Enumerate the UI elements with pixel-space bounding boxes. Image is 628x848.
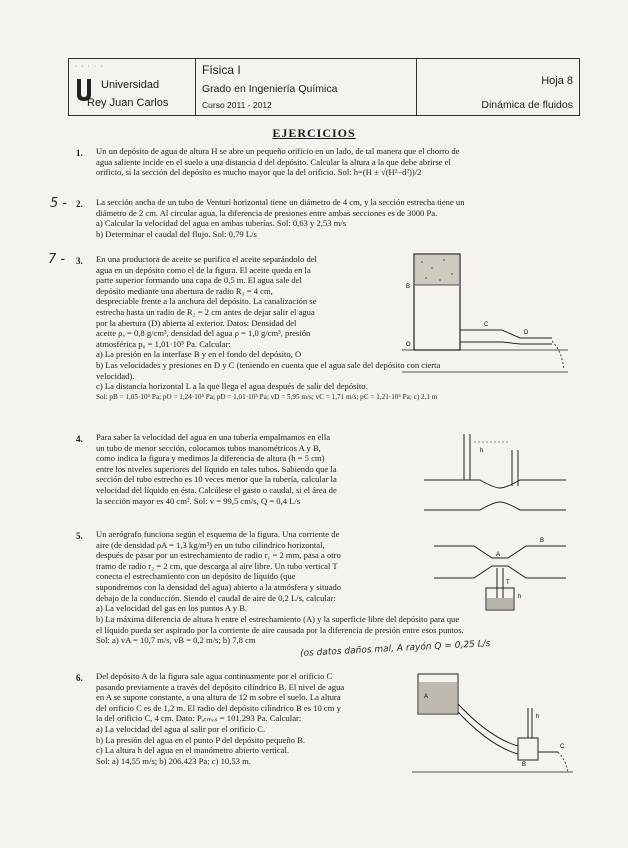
exercise-number: 5.	[76, 531, 83, 541]
text-line: a) La presión en la interfase B y en el fondo del depósito, O	[96, 349, 302, 360]
text-line: velocidad del líquido en ésta. Calcúlese el gasto o caudal, si el área de	[96, 484, 337, 495]
degree-name: Grado en Ingeniería Química	[202, 83, 338, 95]
text-line: Sol: pB = 1,05·10⁵ Pa; pO = 1,24·10⁵ Pa; pD = 1,01·10⁵ Pa; vD = 5,95 m/s; vC = 1,71 m/s; pC = 1,21·10⁵ Pa; c) 2,1 m	[96, 392, 438, 401]
text-line: c) La altura h del agua en el manómetro abierto vertical.	[96, 745, 290, 756]
airbrush-figure	[430, 528, 570, 614]
text-line: a) Calcular la velocidad del agua en ambas tuberías. Sol: 0,63 y 2,53 m/s	[96, 218, 347, 229]
text-line: parte superior formando una capa de 0,5 m. El agua sale del	[96, 275, 302, 286]
text-line: diámetro de 2 cm. Al circular agua, la diferencia de presiones entre ambas secciones es de 3000 Pa.	[96, 207, 438, 218]
text-line: depósito mediante una abertura de radio R₁ = 4 cm,	[96, 285, 273, 296]
venturi-manometer-figure	[420, 430, 570, 520]
text-line: un tubo de menor sección, colocamos tubos manométricos A y B,	[96, 442, 321, 453]
text-line: debajo de la conducción. Siendo el caudal de aire de 0,2 L/s, calcular:	[96, 592, 336, 603]
exercise-number: 6.	[76, 673, 83, 683]
svg-text:C: C	[484, 322, 489, 328]
text-line: sección del tubo estrecho es 10 veces menor que la tubería, calcular la	[96, 474, 337, 485]
exercise-1-text	[96, 146, 576, 178]
logo-decoration: · · · · ·	[75, 63, 104, 70]
svg-text:A: A	[424, 694, 429, 700]
text-line: agua saliente incide en el suelo a una distancia d del depósito. Calcular la altura a la que debe abrirse el	[96, 156, 451, 167]
tank-orifice-figure	[410, 668, 575, 778]
text-line: b) Las velocidades y presiones en D y C (teniendo en cuenta que el agua sale del depósito con cierta	[96, 360, 441, 370]
text-line: b) Determinar el caudal del flujo. Sol: 0,79 L/s	[96, 228, 257, 239]
svg-text:h: h	[536, 714, 540, 720]
sheet-topic: Dinámica de fluidos	[481, 99, 573, 111]
svg-text:B: B	[540, 538, 545, 544]
text-line: Sol: a) vA = 10,7 m/s, vB = 0,2 m/s; b) 7,8 cm	[96, 635, 256, 646]
exercise-number: 1.	[76, 148, 83, 158]
text-line: entre los niveles superiores del líquido en tales tubos. Sabiendo que la	[96, 463, 337, 474]
text-line: después de pasar por un estrechamiento de radio r₁ = 2 mm, pasa a otro	[96, 550, 341, 561]
text-line: la del orificio C, 4 cm. Dato: Pₐₜₘₒₛ = 101.293 Pa. Calcular:	[96, 713, 302, 724]
text-line: en A se supone constante, a una altura de 12 m sobre el suelo. La altura	[96, 692, 341, 703]
text-line: a) La velocidad del agua al salir por el orificio C.	[96, 723, 266, 734]
exercise-2-text	[96, 197, 576, 239]
text-line: la sección mayor es 40 cm². Sol: v = 99,5 cm/s, Q = 0,4 L/s	[96, 495, 301, 506]
svg-text:O: O	[406, 342, 411, 348]
university-name-line2: Rey Juan Carlos	[87, 97, 169, 109]
svg-text:A: A	[496, 552, 501, 558]
sheet-number: Hoja 8	[541, 75, 573, 87]
text-line: tramo de radio r₂ = 2 cm, que descarga al aire libre. Un tubo vertical T	[96, 560, 338, 571]
exercise-5-text-full	[96, 614, 576, 646]
exercise-number: 2.	[76, 199, 83, 209]
text-line: pasando previamente a través del depósito cilíndrico B. El nivel de agua	[96, 681, 345, 692]
text-line: Para saber la velocidad del agua en una tubería empalmamos en ella	[96, 432, 331, 442]
svg-text:B: B	[406, 284, 411, 290]
course-info-block	[196, 59, 417, 115]
text-line: En una productora de aceite se purifica el aceite separándolo del	[96, 254, 317, 264]
text-line: supondremos con la densidad del agua) abierto a la atmósfera y situado	[96, 581, 342, 592]
document-header	[68, 58, 580, 116]
subject-name: Física I	[202, 63, 241, 77]
text-line: despreciable frente a la anchura del depósito. La canalización se	[96, 296, 317, 307]
text-line: atmosférica p₀ = 1,01·10⁵ Pa. Calcular:	[96, 338, 231, 349]
text-line: orificio, si la sección del depósito es mucho mayor que la del orificio. Sol: h=(H ± √(H²−d²))/2	[96, 167, 422, 178]
text-line: c) La distancia horizontal L a la que llega el agua después de salir del depósito.	[96, 381, 368, 392]
text-line: a) La velocidad del gas en los puntos A y B.	[96, 603, 248, 614]
university-logo-block	[69, 59, 196, 115]
text-line: La sección ancha de un tubo de Venturi horizontal tiene un diámetro de 4 cm, y la sección estrecha tiene un	[96, 197, 465, 207]
academic-year: Curso 2011 - 2012	[202, 100, 272, 110]
handwritten-note: (os datos daños mal, A rayón Q = 0,25 L/s	[299, 639, 491, 659]
text-line: b) La máxima diferencia de altura h entre el estrechamiento (A) y la superficie libre del depósito para que	[96, 614, 460, 624]
text-line: Sol: a) 14,55 m/s; b) 206.423 Pa; c) 10,53 m.	[96, 755, 251, 766]
text-line: aceite ρₐ = 0,8 g/cm³, densidad del agua ρ = 1,0 g/cm³, presión	[96, 328, 311, 339]
text-line: Un aerógrafo funciona según el esquema de la figura. Una corriente de	[96, 529, 340, 539]
handwritten-mark: 5 -	[50, 196, 68, 211]
handwritten-mark: 7 -	[48, 252, 66, 267]
text-line: Del depósito A de la figura sale agua continuamente por el orificio C	[96, 671, 333, 681]
text-line: el líquido pueda ser aspirado por la corriente de aire causada por la diferencia de presión entre esos puntos.	[96, 624, 464, 635]
text-line: b) La presión del agua en el punto P del depósito pequeño B.	[96, 734, 305, 745]
exercise-3-text-wrapped	[96, 254, 386, 360]
svg-text:C: C	[560, 744, 565, 750]
text-line: por la abertura (D) abierta al exterior. Datos: Densidad del	[96, 317, 297, 328]
university-name-line1: Universidad	[101, 79, 160, 91]
svg-text:h: h	[480, 448, 484, 454]
text-line: aire (de densidad ρA = 1,3 kg/m³) en un tubo cilíndrico horizontal,	[96, 539, 325, 550]
svg-text:h: h	[518, 594, 522, 600]
text-line: conecta el estrechamiento con un depósito de líquido (que	[96, 571, 296, 582]
exercise-6-text	[96, 671, 396, 766]
sheet-info-block	[417, 59, 579, 115]
oil-water-tank-figure	[392, 246, 572, 376]
exercise-4-text	[96, 432, 396, 506]
page-title: EJERCICIOS	[272, 126, 356, 140]
exercise-number: 4.	[76, 434, 83, 444]
exercise-5-text-wrapped	[96, 529, 416, 614]
svg-text:D: D	[524, 330, 529, 336]
text-line: agua en un depósito como el de la figura. El aceite queda en la	[96, 264, 311, 275]
text-line: estrecha hasta un radio de R₂ = 2 cm antes de dejar salir el agua	[96, 306, 315, 317]
text-line: velocidad).	[96, 370, 135, 381]
text-line: Un un depósito de agua de altura H se abre un pequeño orificio en un lado, de tal manera que el chorro de	[96, 146, 460, 156]
svg-text:T: T	[506, 580, 510, 586]
text-line: como indica la figura y medimos la diferencia de altura (h = 5 cm)	[96, 453, 325, 464]
svg-text:B: B	[522, 762, 527, 768]
text-line: del orificio C es de 1,2 m. El radio del depósito cilíndrico B es 10 cm y	[96, 702, 341, 713]
exercise-number: 3.	[76, 256, 83, 266]
